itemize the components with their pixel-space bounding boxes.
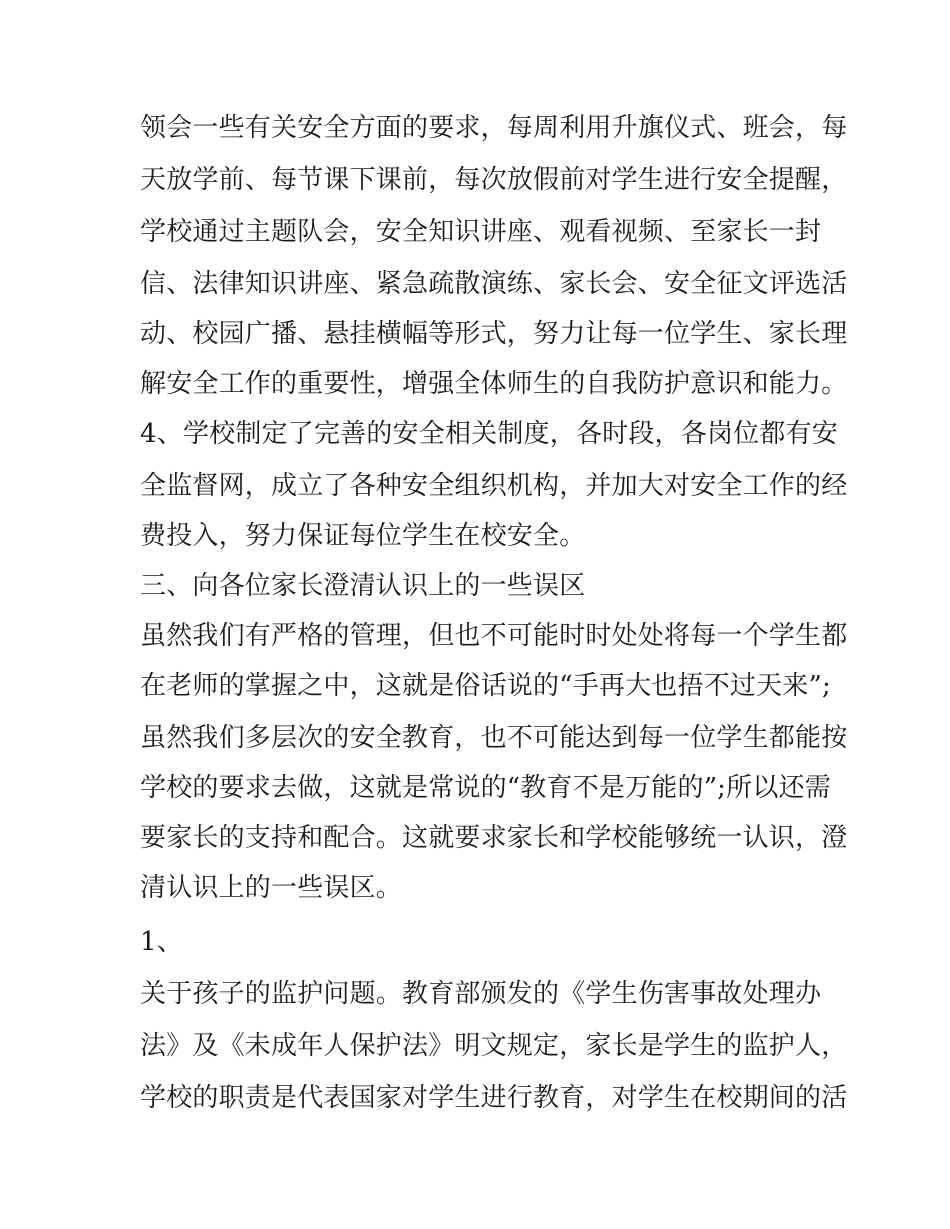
text-line: 动、校园广播、悬挂横幅等形式，努力让每一位学生、家长理	[140, 319, 848, 349]
text-line: 信、法律知识讲座、紧急疏散演练、家长会、安全征文评选活	[140, 269, 848, 299]
section-heading: 三、向各位家长澄清认识上的一些误区	[140, 571, 586, 601]
text-line: 虽然我们多层次的安全教育，也不可能达到每一位学生都能按	[140, 723, 848, 753]
text-line: 关于孩子的监护问题。教育部颁发的《学生伤害事故处理办	[140, 979, 822, 1009]
text-line: 学校的要求去做，这就是常说的“教育不是万能的”;所以还需	[140, 773, 831, 803]
text-line: 要家长的支持和配合。这就要求家长和学校能够统一认识，澄	[140, 823, 848, 853]
list-number: 1、	[140, 927, 183, 957]
text-line: 天放学前、每节课下课前，每次放假前对学生进行安全提醒，	[140, 165, 848, 195]
text-line: 领会一些有关安全方面的要求，每周利用升旗仪式、班会，每	[140, 113, 848, 143]
text-line: 4、学校制定了完善的安全相关制度，各时段，各岗位都有安	[140, 419, 838, 449]
text-line: 全监督网，成立了各种安全组织机构，并加大对安全工作的经	[140, 471, 848, 501]
text-line: 清认识上的一些误区。	[140, 873, 403, 903]
text-line: 解安全工作的重要性，增强全体师生的自我防护意识和能力。	[140, 369, 848, 399]
text-line: 在老师的掌握之中，这就是俗话说的“手再大也捂不过天来”;	[140, 671, 831, 701]
text-line: 学校通过主题队会，安全知识讲座、观看视频、至家长一封	[140, 217, 822, 247]
text-line: 学校的职责是代表国家对学生进行教育，对学生在校期间的活	[140, 1083, 848, 1113]
text-line: 虽然我们有严格的管理，但也不可能时时处处将每一个学生都	[140, 621, 848, 651]
text-line: 费投入，努力保证每位学生在校安全。	[140, 521, 586, 551]
text-line: 法》及《未成年人保护法》明文规定，家长是学生的监护人，	[140, 1031, 848, 1061]
